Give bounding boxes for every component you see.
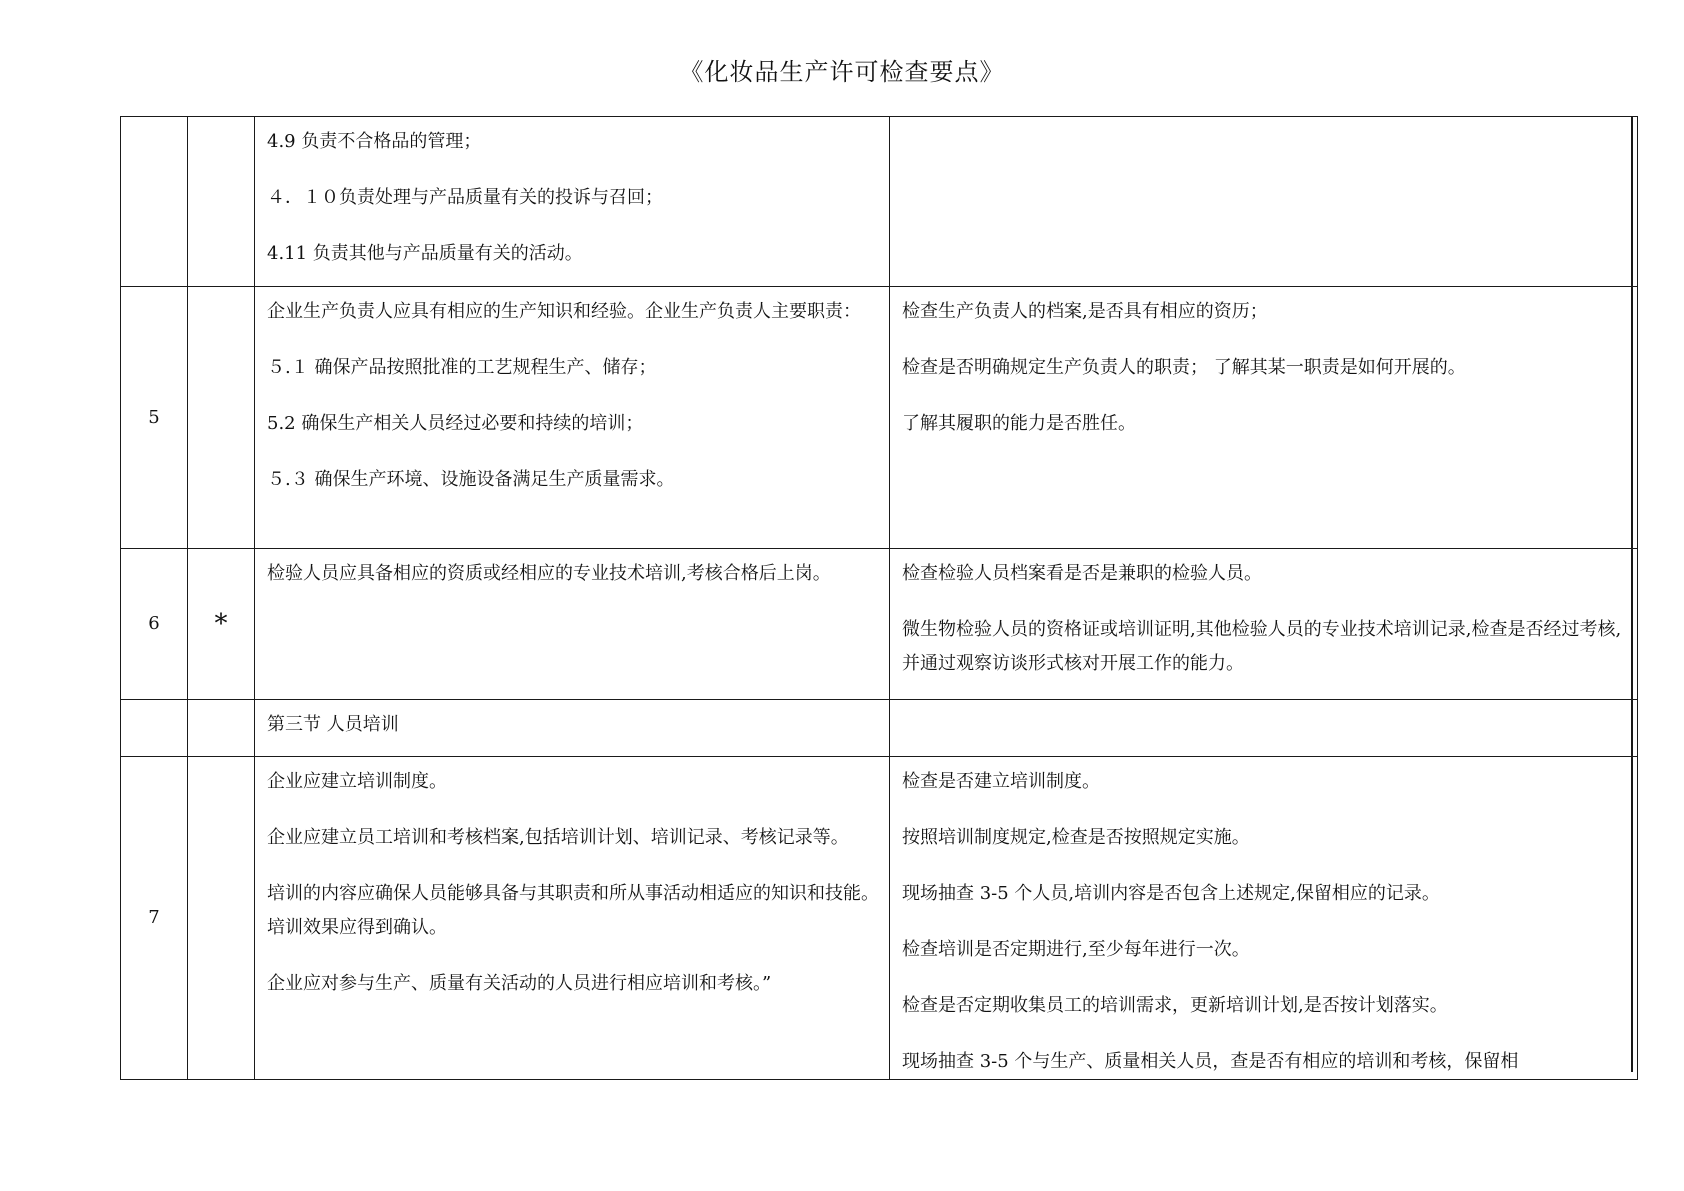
requirement-text: ５.１ 确保产品按照批准的工艺规程生产、储存； [267,357,657,378]
requirement-text: ５.３ 确保生产环境、设施设备满足生产质量需求。 [267,469,675,490]
check-text: 了解其履职的能力是否胜任。 [902,413,1136,434]
requirement-text: ４．１０负责处理与产品质量有关的投诉与召回； [267,187,663,208]
requirement-cell [255,117,890,287]
section-row [121,700,1638,757]
item-number: 7 [121,757,188,1080]
requirement-text: 企业应建立培训制度。 [267,771,447,792]
key-item-mark: * [188,549,255,700]
check-text: 检查是否建立培训制度。 [902,771,1100,792]
requirement-text: 培训的内容应确保人员能够具备与其职责和所从事活动相适应的知识和技能。培训效果应得到确认。 [267,883,879,938]
requirement-cell [255,549,890,700]
table-right-border [1631,116,1633,1072]
table-row [121,549,1638,700]
requirement-text: 企业应对参与生产、质量有关活动的人员进行相应培训和考核。” [267,973,772,994]
check-text: 按照培训制度规定,检查是否按照规定实施。 [902,827,1250,848]
check-text: 检查是否定期收集员工的培训需求，更新培训计划,是否按计划落实。 [902,995,1448,1016]
check-text: 检查是否明确规定生产负责人的职责； 了解其某一职责是如何开展的。 [902,357,1466,378]
check-text: 微生物检验人员的资格证或培训证明,其他检验人员的专业技术培训记录,检查是否经过考核,并通过观察访谈形式核对开展工作的能力。 [902,619,1622,674]
section-heading-cell [255,700,890,757]
requirement-cell [255,287,890,549]
requirement-text: 5.2 确保生产相关人员经过必要和持续的培训； [267,413,644,434]
check-text: 检查检验人员档案看是否是兼职的检验人员。 [902,563,1262,584]
requirement-text: 4.9 负责不合格品的管理； [267,131,482,152]
requirement-text: 企业生产负责人应具有相应的生产知识和经验。企业生产负责人主要职责： [267,301,861,322]
item-number: 5 [121,287,188,549]
item-number [121,117,188,287]
check-text: 检查生产负责人的档案,是否具有相应的资历； [902,301,1268,322]
table-row [121,287,1638,549]
key-item-mark [188,757,255,1080]
document-title: 《化妆品生产许可检查要点》 [679,58,1005,86]
table-row [121,117,1638,287]
check-method-cell [890,549,1638,700]
check-text: 现场抽查 3-5 个人员,培训内容是否包含上述规定,保留相应的记录。 [902,883,1440,904]
inspection-table [120,116,1638,1080]
item-number [121,700,188,757]
check-text: 检查培训是否定期进行,至少每年进行一次。 [902,939,1250,960]
check-method-cell [890,757,1638,1080]
requirement-text: 企业应建立员工培训和考核档案,包括培训计划、培训记录、考核记录等。 [267,827,849,848]
check-method-cell [890,117,1638,287]
requirement-cell [255,757,890,1080]
key-item-mark [188,700,255,757]
table-row [121,757,1638,1080]
check-text: 现场抽查 3-5 个与生产、质量相关人员，查是否有相应的培训和考核，保留相 [902,1051,1519,1072]
item-number: 6 [121,549,188,700]
check-method-cell [890,700,1638,757]
key-item-mark [188,117,255,287]
section-heading: 第三节 人员培训 [267,714,399,735]
check-method-cell [890,287,1638,549]
requirement-text: 检验人员应具备相应的资质或经相应的专业技术培训,考核合格后上岗。 [267,563,831,584]
requirement-text: 4.11 负责其他与产品质量有关的活动。 [267,243,583,264]
key-item-mark [188,287,255,549]
